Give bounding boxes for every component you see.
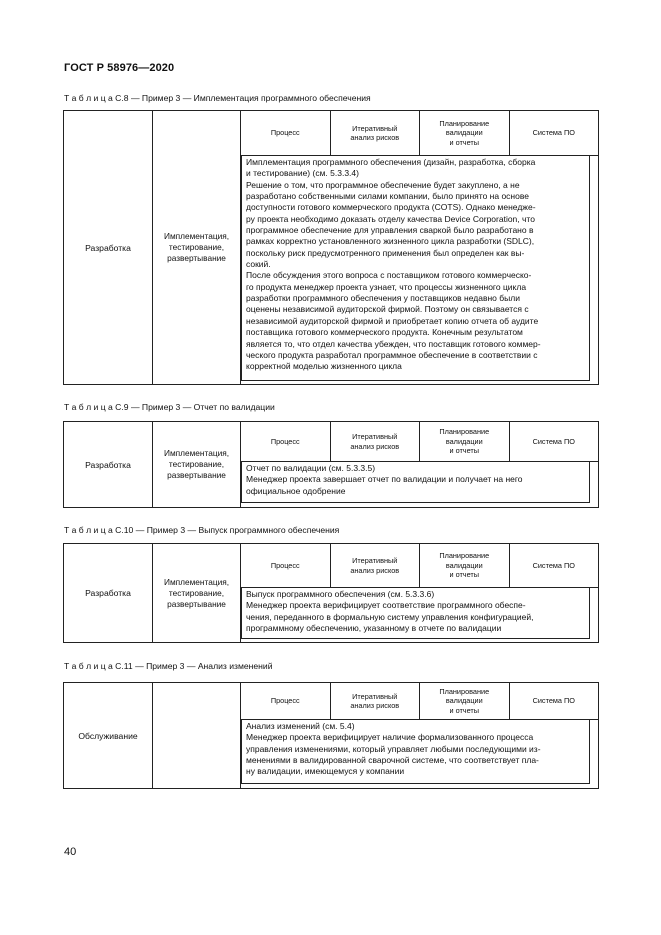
table-c10 <box>63 543 599 643</box>
header-process: Процесс <box>241 544 331 587</box>
content-box: Отчет по валидации (см. 5.3.3.5) Менеджер проекта завершает отчет по валидации и получает на него официальное одобрение <box>241 461 590 503</box>
header-system: Система ПО <box>532 560 575 570</box>
content-box: Анализ изменений (см. 5.4) Менеджер проекта верифицирует наличие формализованного процесса управления изменениями, который управляет любыми последующими из- менениями в валидированной сварочной системе, что соответствует пла- ну валидации, имеющемуся у компании <box>241 719 590 784</box>
stage-cell: Разработка <box>64 544 153 642</box>
header-validation-planning: Планирование валидации и отчеты <box>420 544 510 587</box>
header-iterative-risk: Итеративный анализ рисков <box>331 111 421 155</box>
stage-cell: Разработка <box>64 422 153 507</box>
table-c8 <box>63 110 599 385</box>
document-header: ГОСТ Р 58976—2020 <box>64 62 175 74</box>
header-system: Система ПО <box>532 696 575 706</box>
header-process: Процесс <box>241 683 331 719</box>
header-process: Процесс <box>241 111 331 155</box>
activity-cell: Имплементация, тестирование, развертывание <box>153 544 241 642</box>
content-box: Имплементация программного обеспечения (дизайн, разработка, сборка и тестирование) (см. 5.3.3.4) Решение о том, что программное обеспечение будет закуплено, а не разработано собственными силами компании, было принято на основе доступности готового коммерческого продукта (COTS). Однако менедже- ру проекта необходимо доказать отделу качества Device Corporation, что программное обеспечение для управления сваркой было разработано в рамках корректно установленного жизненного цикла разработки (SDLC), поскольку риск предусмотренного применения был определен как вы- сокий. После обсуждения этого вопроса с поставщиком готового коммерческо- го продукта менеджер проекта узнает, что процессы жизненного цикла разработки программного обеспечения у поставщиков недавно были оценены независимой аудиторской фирмой. Поэтому он связывается с независимой аудиторской фирмой и приобретает копию отчета об аудите поставщика готового коммерческого продукта. Конечным результатом является то, что отдел качества убежден, что поставщик готового коммер- ческого продукта разработал программное обеспечение в соответствии с корректной моделью жизненного цикла <box>241 155 590 381</box>
activity-cell: Имплементация, тестирование, развертывание <box>153 422 241 507</box>
header-validation-planning: Планирование валидации и отчеты <box>420 422 510 461</box>
header-iterative-risk: Итеративный анализ рисков <box>331 422 421 461</box>
table-c11-caption: Т а б л и ц а С.11 — Пример 3 — Анализ изменений <box>64 661 273 671</box>
header-validation-planning: Планирование валидации и отчеты <box>420 111 510 155</box>
table-c10-caption: Т а б л и ц а С.10 — Пример 3 — Выпуск программного обеспечения <box>64 525 340 535</box>
header-iterative-risk: Итеративный анализ рисков <box>331 683 421 719</box>
table-c9 <box>63 421 599 508</box>
stage-cell: Разработка <box>64 111 153 384</box>
page-number: 40 <box>64 846 77 858</box>
header-system: Система ПО <box>532 128 575 138</box>
header-process: Процесс <box>241 422 331 461</box>
activity-cell-empty <box>153 683 241 788</box>
stage-cell: Обслуживание <box>64 683 153 788</box>
table-c9-caption: Т а б л и ц а С.9 — Пример 3 — Отчет по валидации <box>64 402 275 412</box>
activity-cell: Имплементация, тестирование, развертывание <box>153 111 241 384</box>
header-iterative-risk: Итеративный анализ рисков <box>331 544 421 587</box>
table-c8-caption: Т а б л и ц а С.8 — Пример 3 — Имплементация программного обеспечения <box>64 93 371 103</box>
header-validation-planning: Планирование валидации и отчеты <box>420 683 510 719</box>
table-c11 <box>63 682 599 789</box>
header-system: Система ПО <box>532 436 575 446</box>
content-box: Выпуск программного обеспечения (см. 5.3.3.6) Менеджер проекта верифицирует соответствие программного обеспе- чения, переданного в формальную систему управления конфигурацией, программному обеспечению, указанному в отчете по валидации <box>241 587 590 639</box>
